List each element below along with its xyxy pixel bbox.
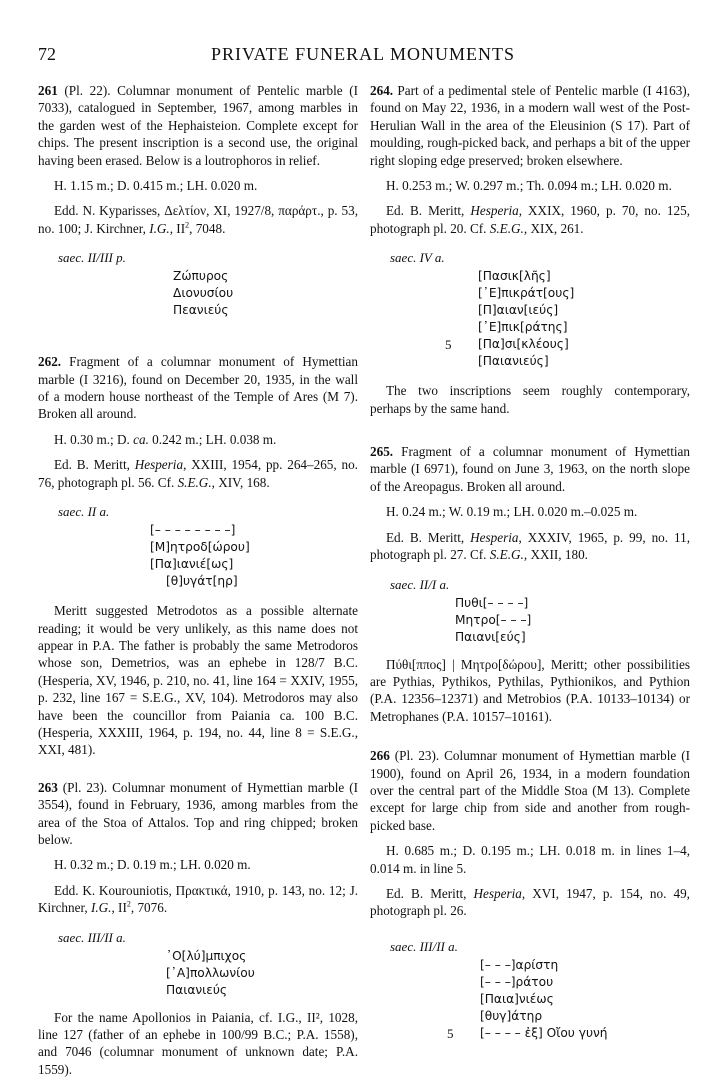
- editions: Edd. N. Kyparisses, Δελτίον, XI, 1927/8, παράρτ., p. 53, no. 100; J. Kirchner, I.G., $II^2$, 7048.: [38, 203, 358, 236]
- entry-number: 266: [370, 748, 390, 764]
- inscription: [38, 522, 358, 590]
- measurements: H. 0.253 m.; W. 0.297 m.; Th. 0.094 m.; LH. 0.020 m.: [386, 178, 672, 194]
- commentary: For the name Apollonios in Paiania, cf. I.G., II², 1028, line 127 (father of an ephebe in 100/99 B.C.; P.A. 1558), and 7046 (columnar monument of unknown date; P.A. 1559).: [38, 1009, 358, 1077]
- entry-266: [370, 747, 690, 1042]
- measurements: H. 0.32 m.; D. 0.19 m.; LH. 0.020 m.: [54, 857, 251, 873]
- inscription-line: [Π]αιαν[ιεύς]: [478, 303, 559, 318]
- entry-description: 266 (Pl. 23). Columnar monument of Hymettian marble (I 1900), found on April 26, 1934, in a modern foundation over the central part of the Middle Stoa (M 13). Complete except for large chip from side and another from rough-picked base.: [370, 748, 690, 833]
- inscription-line: Παιανι[εύς]: [455, 629, 526, 644]
- left-column: [38, 82, 358, 1078]
- entry-number: 263: [38, 779, 58, 795]
- inscription-line: 5 [Πα]σι[κλέους]: [445, 337, 569, 353]
- inscription-line: [Παια]νιέως: [480, 991, 554, 1006]
- inscription-line: [Πασικ[λῆς]: [478, 269, 551, 284]
- entry-number: 261: [38, 83, 58, 98]
- inscription-line: ᾽Ο[λύ]μπιχος: [166, 948, 247, 963]
- right-column: [370, 82, 690, 1042]
- inscription-line: [᾽Ε]πικ[ράτης]: [478, 320, 568, 335]
- inscription-line: [– – – – – – – –]: [150, 523, 236, 538]
- entry-description: 265. Fragment of a columnar monument of Hymettian marble (I 6971), found on June 3, 1963, on the north slope of the Areopagus. Broken all around.: [370, 444, 690, 494]
- measurements: H. 1.15 m.; D. 0.415 m.; LH. 0.020 m.: [54, 178, 258, 194]
- entry-261: [38, 82, 358, 319]
- entry-262: [38, 353, 358, 759]
- entry-description: 264. Part of a pedimental stele of Pentelic marble (I 4163), found on May 22, 1936, in a modern wall west of the Post-Herulian Wall in the area of the Eleusinion (S 17). Part of moulding, rough-picked back, and perhaps a bit of the upper right sloping edge preserved; broken elsewhere.: [370, 83, 690, 168]
- measurements: H. 0.24 m.; W. 0.19 m.; LH. 0.020 m.–0.025 m.: [386, 504, 638, 520]
- inscription-line: Μητρο[– – –]: [455, 612, 532, 627]
- editions: Ed. B. Meritt, Hesperia, XVI, 1947, p. 154, no. 49, photograph pl. 26.: [370, 885, 690, 919]
- line-number: 5: [447, 1025, 454, 1041]
- date-label: saec. III/II a.: [390, 938, 458, 954]
- inscription-line: [θυγ]άτηρ: [480, 1008, 543, 1023]
- inscription: [38, 268, 358, 319]
- line-number: 5: [445, 337, 452, 353]
- page-header: [38, 44, 688, 68]
- measurements: H. 0.685 m.; D. 0.195 m.; LH. 0.018 m. in lines 1–4, 0.014 m. in line 5.: [370, 843, 690, 876]
- inscription-line: [Μ]ητροδ[ώρου]: [150, 540, 250, 555]
- entry-description: 263 (Pl. 23). Columnar monument of Hymettian marble (I 3554), found in February, 1936, among marbles from the area of the Stoa of Attalos. Top and ring chipped; broken below.: [38, 779, 358, 847]
- editions: Edd. K. Kourouniotis, Πρακτικά, 1910, p. 143, no. 12; J. Kirchner, I.G., $II^2$, 7076.: [38, 882, 358, 916]
- inscription-line: Πυθι[– – – –]: [455, 595, 529, 610]
- inscription: [370, 957, 690, 1042]
- inscription-line: [Παιανιεύς]: [478, 354, 549, 369]
- date-label: saec. II a.: [58, 504, 110, 520]
- date-label: saec. II/III p.: [58, 250, 126, 266]
- entry-263: [38, 779, 358, 1078]
- commentary: The two inscriptions seem roughly contemporary, perhaps by the same hand.: [370, 383, 690, 416]
- commentary: Meritt suggested Metrodotos as a possible alternate reading; it would be very unlikely, as this name does not appear in P.A. The father is probably the same Metrodoros whose son, Demetrios, was an ephebe in 128/7 B.C. (Hesperia, XV, 1946, p. 210, no. 41, line 164 = XXIV, 1955, p. 232, line 167 = S.E.G., XV, 104). Metrodoros may also have been the councillor from Paiania ca. 100 B.C. (Hesperia, XXXIII, 1964, p. 194, no. 44, line 8 = S.E.G., XXI, 481).: [38, 603, 358, 758]
- inscription: [370, 268, 690, 370]
- measurements: H. 0.30 m.; D. ca. 0.242 m.; LH. 0.038 m.: [54, 431, 277, 447]
- inscription: [38, 948, 358, 999]
- date-label: saec. IV a.: [390, 250, 445, 266]
- date-label: saec. II/I a.: [390, 576, 450, 592]
- running-head: PRIVATE FUNERAL MONUMENTS: [210, 44, 516, 64]
- entry-description: 262. Fragment of a columnar monument of Hymettian marble (I 3216), found on December 20, 1935, in the wall of a modern house northeast of the Temple of Ares (M 7). Broken all around.: [38, 354, 358, 422]
- inscription-line: [Πα]ιανιέ[ως]: [150, 557, 234, 572]
- inscription-line: [᾽Ε]πικράτ[ους]: [478, 286, 575, 301]
- inscription-line: [θ]υγάτ[ηρ]: [166, 574, 238, 589]
- commentary: Πύθι[ππος] | Μητρο[δώρου], Meritt; other possibilities are Pythias, Pythikos, Pythilas, Pythionikos, and Pythion (P.A. 12356–12371) and Metrobios (P.A. 10133–10134) or Metrophanes (P.A. 10157–10161).: [370, 656, 690, 724]
- inscription-line: [᾽Α]πολλωνίου: [166, 965, 255, 980]
- entry-number: 262.: [38, 354, 62, 370]
- entry-description: 261 (Pl. 22). Columnar monument of Pentelic marble (I 7033), catalogued in September, 1967, among marbles in the garden west of the Hephaisteion. Complete except for chips. The present inscription is a second use, the original having been erased. Below is a loutrophoros in relief.: [38, 83, 359, 168]
- editions: Ed. B. Meritt, Hesperia, XXIX, 1960, p. 70, no. 125, photograph pl. 20. Cf. S.E.G., XIX, 261.: [370, 203, 690, 236]
- entry-number: 264.: [370, 83, 394, 98]
- inscription-line: Διονυσίου: [173, 286, 234, 301]
- page-number: 72: [38, 44, 56, 64]
- editions: Ed. B. Meritt, Hesperia, XXXIV, 1965, p. 99, no. 11, photograph pl. 27. Cf. S.E.G., XXII, 180.: [370, 529, 690, 563]
- inscription-line: [– – –]ράτου: [480, 974, 554, 989]
- inscription: [370, 595, 690, 646]
- inscription-line: Ζώπυρος: [173, 269, 229, 284]
- inscription-line: 5 [– – – – ἐξ] Οἴου γυνή: [447, 1025, 608, 1041]
- inscription-line: Πεανιεύς: [173, 303, 229, 318]
- editions: Ed. B. Meritt, Hesperia, XXIII, 1954, pp. 264–265, no. 76, photograph pl. 56. Cf. S.E.G., XIV, 168.: [38, 457, 358, 490]
- entry-265: [370, 443, 690, 725]
- entry-number: 265.: [370, 444, 394, 460]
- inscription-line: Παιανιεύς: [166, 982, 228, 997]
- entry-264: [370, 82, 690, 417]
- date-label: saec. III/II a.: [58, 929, 126, 945]
- inscription-line: [– – –]αρίστη: [480, 957, 559, 972]
